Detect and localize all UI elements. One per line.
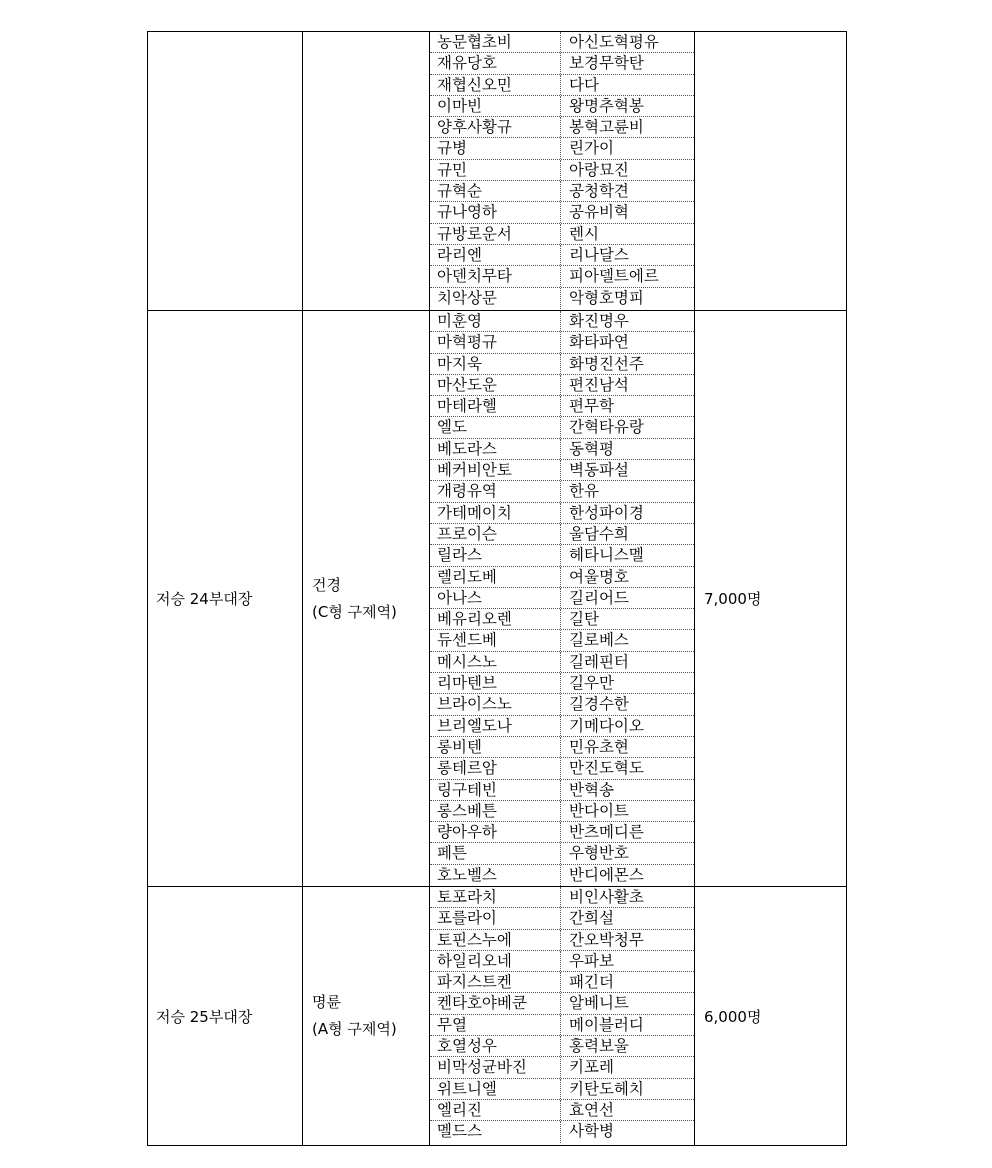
- name-row: [430, 245, 694, 266]
- name-row: [430, 503, 694, 524]
- unit-cell: [148, 32, 303, 310]
- name-row: [430, 1121, 694, 1142]
- name-left: 호노벨스: [430, 865, 561, 886]
- name-right: 동혁평: [569, 439, 614, 458]
- name-left: 브리엘도나: [430, 716, 561, 736]
- name-left: 파지스트켄: [430, 972, 561, 992]
- location-note: (C형 구제역): [312, 602, 397, 621]
- name-left: 개령유역: [430, 481, 561, 501]
- name-right: 반혁송: [569, 780, 614, 799]
- table-section: [147, 886, 847, 1146]
- name-row: [430, 75, 694, 96]
- name-left: 하일리오네: [430, 951, 561, 971]
- name-right: 메이블러디: [569, 1015, 644, 1034]
- name-row: [430, 117, 694, 138]
- count-cell: 6,000명: [704, 1007, 762, 1026]
- name-row: [430, 972, 694, 993]
- name-right: 렌시: [569, 224, 599, 243]
- name-left: 엘도: [430, 417, 561, 437]
- name-row: [430, 630, 694, 651]
- name-right: 패긴더: [569, 973, 614, 992]
- name-right: 봉혁고륜비: [569, 118, 644, 137]
- name-right: 편무학: [569, 397, 614, 416]
- name-left: 이마빈: [430, 96, 561, 116]
- name-right: 기메다이오: [569, 716, 644, 735]
- name-row: [430, 758, 694, 779]
- name-left: 규방로운서: [430, 224, 561, 244]
- name-row: [430, 288, 694, 309]
- name-row: [430, 524, 694, 545]
- name-right: 린가이: [569, 139, 614, 158]
- name-left: 메시스노: [430, 652, 561, 672]
- name-left: 엘리진: [430, 1100, 561, 1120]
- location-name: 명륜: [312, 993, 341, 1011]
- name-row: [430, 181, 694, 202]
- name-right: 아신도혁평유: [569, 33, 659, 51]
- name-left: 미훈영: [430, 311, 561, 331]
- name-left: 리마텐브: [430, 673, 561, 693]
- name-right: 길탄: [569, 610, 599, 629]
- name-row: [430, 822, 694, 843]
- names-list: [430, 887, 695, 1145]
- name-right: 길로베스: [569, 631, 629, 650]
- name-right: 다다: [569, 75, 599, 94]
- name-left: 롱비텐: [430, 737, 561, 757]
- name-right: 편진남석: [569, 375, 629, 394]
- name-left: 링구테빈: [430, 780, 561, 800]
- name-row: [430, 567, 694, 588]
- name-row: [430, 332, 694, 353]
- name-left: 아나스: [430, 588, 561, 608]
- name-row: [430, 1057, 694, 1078]
- name-left: 치악상문: [430, 288, 561, 309]
- name-left: 규나영하: [430, 202, 561, 222]
- name-left: 듀센드베: [430, 630, 561, 650]
- name-row: [430, 396, 694, 417]
- name-right: 여울명호: [569, 567, 629, 586]
- name-right: 반다이트: [569, 801, 629, 820]
- name-left: 토핀스누에: [430, 930, 561, 950]
- location-cell: [303, 311, 430, 886]
- name-right: 만진도혁도: [569, 759, 644, 778]
- location-name: 건경: [312, 575, 341, 594]
- name-row: [430, 1100, 694, 1121]
- name-row: [430, 481, 694, 502]
- name-right: 아랑묘진: [569, 160, 629, 179]
- name-right: 우형반호: [569, 844, 629, 863]
- name-left: 마혁평규: [430, 332, 561, 352]
- name-right: 민유초현: [569, 737, 629, 756]
- name-right: 한성파이경: [569, 503, 644, 522]
- name-left: 재협신오민: [430, 75, 561, 95]
- name-left: 포를라이: [430, 908, 561, 928]
- name-right: 피아델트에르: [569, 267, 659, 286]
- name-left: 마지욱: [430, 354, 561, 374]
- name-row: [430, 930, 694, 951]
- name-row: [430, 224, 694, 245]
- name-left: 규민: [430, 160, 561, 180]
- location-cell: [303, 32, 430, 310]
- name-row: [430, 951, 694, 972]
- name-right: 반츠메디른: [569, 823, 644, 842]
- unit-cell: 저승 25부대장: [148, 887, 303, 1145]
- name-left: 프로이슨: [430, 524, 561, 544]
- name-row: [430, 53, 694, 74]
- name-right: 벽동파설: [569, 461, 629, 480]
- name-right: 효연선: [569, 1100, 614, 1119]
- name-left: 릴라스: [430, 545, 561, 565]
- name-left: 위트니엘: [430, 1079, 561, 1099]
- name-row: [430, 545, 694, 566]
- name-left: 베도라스: [430, 439, 561, 459]
- name-right: 반디에몬스: [569, 865, 644, 884]
- name-left: 아덴치무타: [430, 266, 561, 286]
- name-right: 키탄도헤치: [569, 1079, 644, 1098]
- name-row: [430, 609, 694, 630]
- name-row: [430, 375, 694, 396]
- name-left: 비막성균바진: [430, 1057, 561, 1077]
- name-left: 롱스베튼: [430, 801, 561, 821]
- name-row: [430, 588, 694, 609]
- name-row: [430, 460, 694, 481]
- name-row: [430, 993, 694, 1014]
- name-left: 재유당호: [430, 53, 561, 73]
- name-left: 마산도운: [430, 375, 561, 395]
- count-cell: [695, 32, 846, 310]
- name-row: [430, 694, 694, 715]
- name-left: 롱테르암: [430, 758, 561, 778]
- name-right: 리나달스: [569, 245, 629, 264]
- name-left: 페튼: [430, 843, 561, 863]
- name-right: 간오박청무: [569, 930, 644, 949]
- name-left: 무열: [430, 1015, 561, 1035]
- name-row: [430, 439, 694, 460]
- name-right: 길레핀터: [569, 652, 629, 671]
- name-left: 규혁순: [430, 181, 561, 201]
- name-right: 간희설: [569, 909, 614, 928]
- name-right: 화진명우: [569, 312, 629, 330]
- name-row: [430, 32, 694, 53]
- name-left: 규병: [430, 138, 561, 158]
- name-left: 호열성우: [430, 1036, 561, 1056]
- names-list: [430, 32, 695, 310]
- name-right: 홍력보울: [569, 1037, 629, 1056]
- name-row: [430, 417, 694, 438]
- name-row: [430, 1079, 694, 1100]
- name-right: 공유비혁: [569, 203, 629, 222]
- name-row: [430, 865, 694, 886]
- name-row: [430, 887, 694, 908]
- name-right: 비인사활초: [569, 888, 644, 906]
- name-row: [430, 160, 694, 181]
- name-right: 화타파연: [569, 333, 629, 352]
- name-row: [430, 801, 694, 822]
- name-left: 농문협초비: [430, 32, 561, 52]
- name-left: 마테라헬: [430, 396, 561, 416]
- name-row: [430, 96, 694, 117]
- name-left: 양후사황규: [430, 117, 561, 137]
- table-section: [147, 31, 847, 311]
- unit-cell: 저승 24부대장: [148, 311, 303, 886]
- name-left: 베유리오렌: [430, 609, 561, 629]
- name-row: [430, 780, 694, 801]
- table-section: [147, 310, 847, 887]
- name-row: [430, 716, 694, 737]
- name-row: [430, 202, 694, 223]
- count-cell: 7,000명: [704, 590, 762, 608]
- name-row: [430, 652, 694, 673]
- name-row: [430, 266, 694, 287]
- name-right: 악형호명피: [569, 288, 644, 307]
- name-right: 왕명추혁봉: [569, 96, 644, 115]
- name-right: 키포레: [569, 1058, 614, 1077]
- name-left: 베커비안토: [430, 460, 561, 480]
- name-right: 길리어드: [569, 588, 629, 607]
- name-row: [430, 311, 694, 332]
- name-right: 공청학견: [569, 182, 629, 201]
- name-right: 화명진선주: [569, 354, 644, 373]
- name-row: [430, 843, 694, 864]
- name-left: 가테메이치: [430, 503, 561, 523]
- name-right: 알베니트: [569, 994, 629, 1013]
- deployment-table: [147, 31, 847, 1146]
- name-left: 멜드스: [430, 1121, 561, 1142]
- name-right: 우파보: [569, 951, 614, 970]
- name-left: 렐리도베: [430, 567, 561, 587]
- name-right: 길경수한: [569, 695, 629, 714]
- location-cell: [303, 887, 430, 1145]
- name-row: [430, 1036, 694, 1057]
- name-right: 울담수희: [569, 524, 629, 543]
- name-right: 간혁타유랑: [569, 418, 644, 437]
- name-right: 길우만: [569, 674, 614, 693]
- name-row: [430, 673, 694, 694]
- name-row: [430, 138, 694, 159]
- name-left: 브라이스노: [430, 694, 561, 714]
- name-left: 켄타호야베쿤: [430, 993, 561, 1013]
- location-note: (A형 구제역): [312, 1020, 397, 1038]
- name-right: 헤타니스멜: [569, 546, 644, 565]
- name-row: [430, 737, 694, 758]
- name-left: 토포라치: [430, 887, 561, 907]
- name-row: [430, 1015, 694, 1036]
- name-right: 한유: [569, 482, 599, 501]
- name-left: 량아우하: [430, 822, 561, 842]
- name-row: [430, 908, 694, 929]
- name-row: [430, 354, 694, 375]
- name-left: 라리엔: [430, 245, 561, 265]
- name-right: 사학병: [569, 1122, 614, 1141]
- names-list: [430, 311, 695, 886]
- name-right: 보경무학탄: [569, 54, 644, 73]
